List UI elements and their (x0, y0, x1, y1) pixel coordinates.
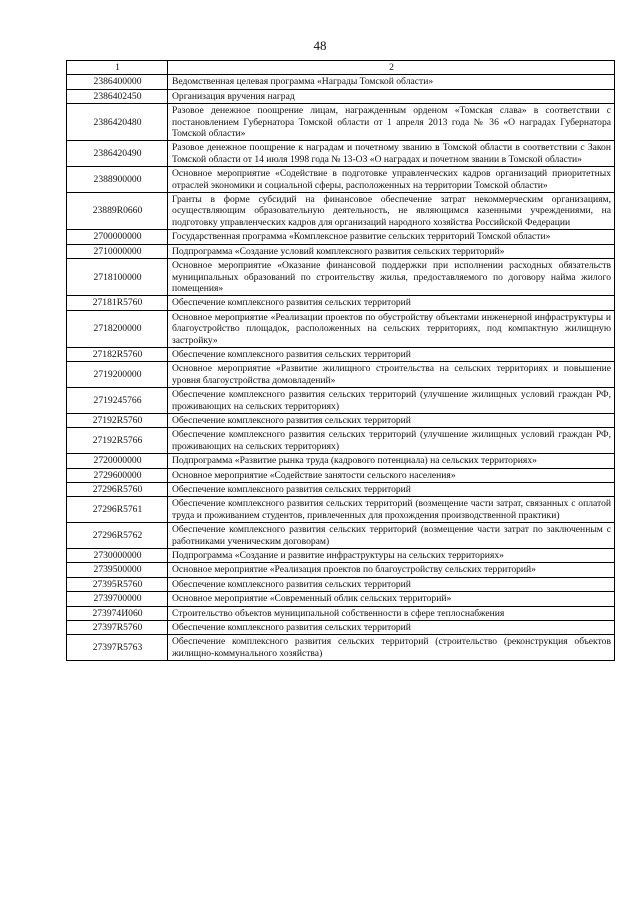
row-code: 2386420480 (67, 104, 168, 141)
table-row (67, 483, 615, 497)
row-code: 27296R5760 (67, 483, 168, 497)
row-name: Государственная программа «Комплексное развитие сельских территорий Томской области» (168, 230, 615, 244)
row-name: Гранты в форме субсидий на финансовое обеспечение затрат некоммерческим организациям, осуществляющим образовательную деятельность, не являющимся казенными учреждениями, на подготовку управленческих кадров для организаций народного хозяйства Российской Федерации (168, 193, 615, 230)
row-name: Обеспечение комплексного развития сельских территорий (168, 621, 615, 635)
table-row (67, 523, 615, 549)
row-code: 27182R5760 (67, 347, 168, 361)
row-code: 2718100000 (67, 259, 168, 296)
table-row (67, 89, 615, 103)
row-code: 2386402450 (67, 89, 168, 103)
row-name: Основное мероприятие «Оказание финансовой поддержки при исполнении расходных обязательств муниципальных образований по строительству жилья, предоставляемого по договору найма жилого помещения» (168, 259, 615, 296)
table-row (67, 259, 615, 296)
table-row (67, 167, 615, 193)
table-row (67, 577, 615, 591)
row-name: Основное мероприятие «Развитие жилищного строительства на сельских территориях и повышение уровня благоустройства домовладений» (168, 362, 615, 388)
table-row (67, 592, 615, 606)
row-code: 2729600000 (67, 468, 168, 482)
table-row (67, 454, 615, 468)
row-code: 273974И060 (67, 606, 168, 620)
row-code: 2719200000 (67, 362, 168, 388)
row-code: 2730000000 (67, 549, 168, 563)
table-row (67, 497, 615, 523)
row-name: Основное мероприятие «Реализация проектов по благоустройству сельских территорий» (168, 563, 615, 577)
table-row (67, 362, 615, 388)
row-code: 2739700000 (67, 592, 168, 606)
table-row (67, 635, 615, 661)
column-header-code: 1 (67, 61, 168, 75)
row-name: Разовое денежное поощрение к наградам и почетному званию в Томской области в соответствии с Закон Томской области от 14 июля 1998 года № 13-ОЗ «О наградах и почетном звании в Томской области» (168, 141, 615, 167)
table-row (67, 347, 615, 361)
table-row (67, 104, 615, 141)
table-row (67, 193, 615, 230)
row-name: Обеспечение комплексного развития сельских территорий (168, 483, 615, 497)
row-name: Основное мероприятие «Содействие в подготовке управленческих кадров организаций приоритетных отраслей экономики и социальной сферы, расположенных на территории Томской области» (168, 167, 615, 193)
row-name: Основное мероприятие «Реализации проектов по обустройству объектами инженерной инфраструктуры и благоустройство площадок, расположенных на сельских территориях, под компактную жилищную застройку» (168, 310, 615, 347)
row-name: Обеспечение комплексного развития сельских территорий (168, 296, 615, 310)
budget-classification-table (66, 60, 615, 661)
row-code: 27397R5763 (67, 635, 168, 661)
table-row (67, 296, 615, 310)
row-code: 27395R5760 (67, 577, 168, 591)
row-name: Строительство объектов муниципальной собственности в сфере теплоснабжения (168, 606, 615, 620)
row-code: 27397R5760 (67, 621, 168, 635)
row-code: 2386400000 (67, 75, 168, 89)
row-name: Обеспечение комплексного развития сельских территорий (168, 413, 615, 427)
row-name: Обеспечение комплексного развития сельских территорий (улучшение жилищных условий граждан РФ, проживающих на сельских территориях) (168, 428, 615, 454)
table-row (67, 413, 615, 427)
table-row (67, 310, 615, 347)
row-name: Обеспечение комплексного развития сельских территорий (возмещение части затрат, связанных с оплатой труда и проживанием студентов, привлеченных для прохождения производственной практики) (168, 497, 615, 523)
row-name: Подпрограмма «Развитие рынка труда (кадрового потенциала) на сельских территориях» (168, 454, 615, 468)
row-code: 2386420490 (67, 141, 168, 167)
row-code: 2718200000 (67, 310, 168, 347)
table-row (67, 75, 615, 89)
table-row (67, 549, 615, 563)
row-name: Основное мероприятие «Современный облик сельских территорий» (168, 592, 615, 606)
table-row (67, 428, 615, 454)
row-code: 27181R5760 (67, 296, 168, 310)
table-row (67, 468, 615, 482)
column-header-name: 2 (168, 61, 615, 75)
table-row (67, 606, 615, 620)
row-name: Обеспечение комплексного развития сельских территорий (168, 347, 615, 361)
row-code: 2700000000 (67, 230, 168, 244)
row-name: Подпрограмма «Создание условий комплексного развития сельских территорий» (168, 244, 615, 258)
row-name: Основное мероприятие «Содействие занятости сельского населения» (168, 468, 615, 482)
table-header-row (67, 61, 615, 75)
row-code: 2710000000 (67, 244, 168, 258)
table-row (67, 388, 615, 414)
page-number: 48 (313, 38, 327, 53)
row-code: 27296R5762 (67, 523, 168, 549)
row-code: 27296R5761 (67, 497, 168, 523)
table-row (67, 621, 615, 635)
row-code: 2388900000 (67, 167, 168, 193)
table-row (67, 244, 615, 258)
row-code: 27192R5760 (67, 413, 168, 427)
row-name: Обеспечение комплексного развития сельских территорий (возмещение части затрат по заключенным с работниками ученическим договорам) (168, 523, 615, 549)
table-row (67, 141, 615, 167)
row-code: 27192R5766 (67, 428, 168, 454)
row-code: 2720000000 (67, 454, 168, 468)
row-code: 2719245766 (67, 388, 168, 414)
row-name: Обеспечение комплексного развития сельских территорий (улучшение жилищных условий граждан РФ, проживающих на сельских территориях) (168, 388, 615, 414)
row-name: Ведомственная целевая программа «Награды Томской области» (168, 75, 615, 89)
row-name: Обеспечение комплексного развития сельских территорий (строительство (реконструкция объектов жилищно-коммунального хозяйства) (168, 635, 615, 661)
row-name: Подпрограмма «Создание и развитие инфраструктуры на сельских территориях» (168, 549, 615, 563)
row-name: Обеспечение комплексного развития сельских территорий (168, 577, 615, 591)
row-name: Разовое денежное поощрение лицам, награжденным орденом «Томская слава» в соответствии с постановлением Губернатора Томской области от 1 апреля 2013 года № 36 «О наградах Губернатора Томской области» (168, 104, 615, 141)
row-code: 23889R0660 (67, 193, 168, 230)
table-row (67, 563, 615, 577)
row-code: 2739500000 (67, 563, 168, 577)
table-row (67, 230, 615, 244)
row-name: Организация вручения наград (168, 89, 615, 103)
